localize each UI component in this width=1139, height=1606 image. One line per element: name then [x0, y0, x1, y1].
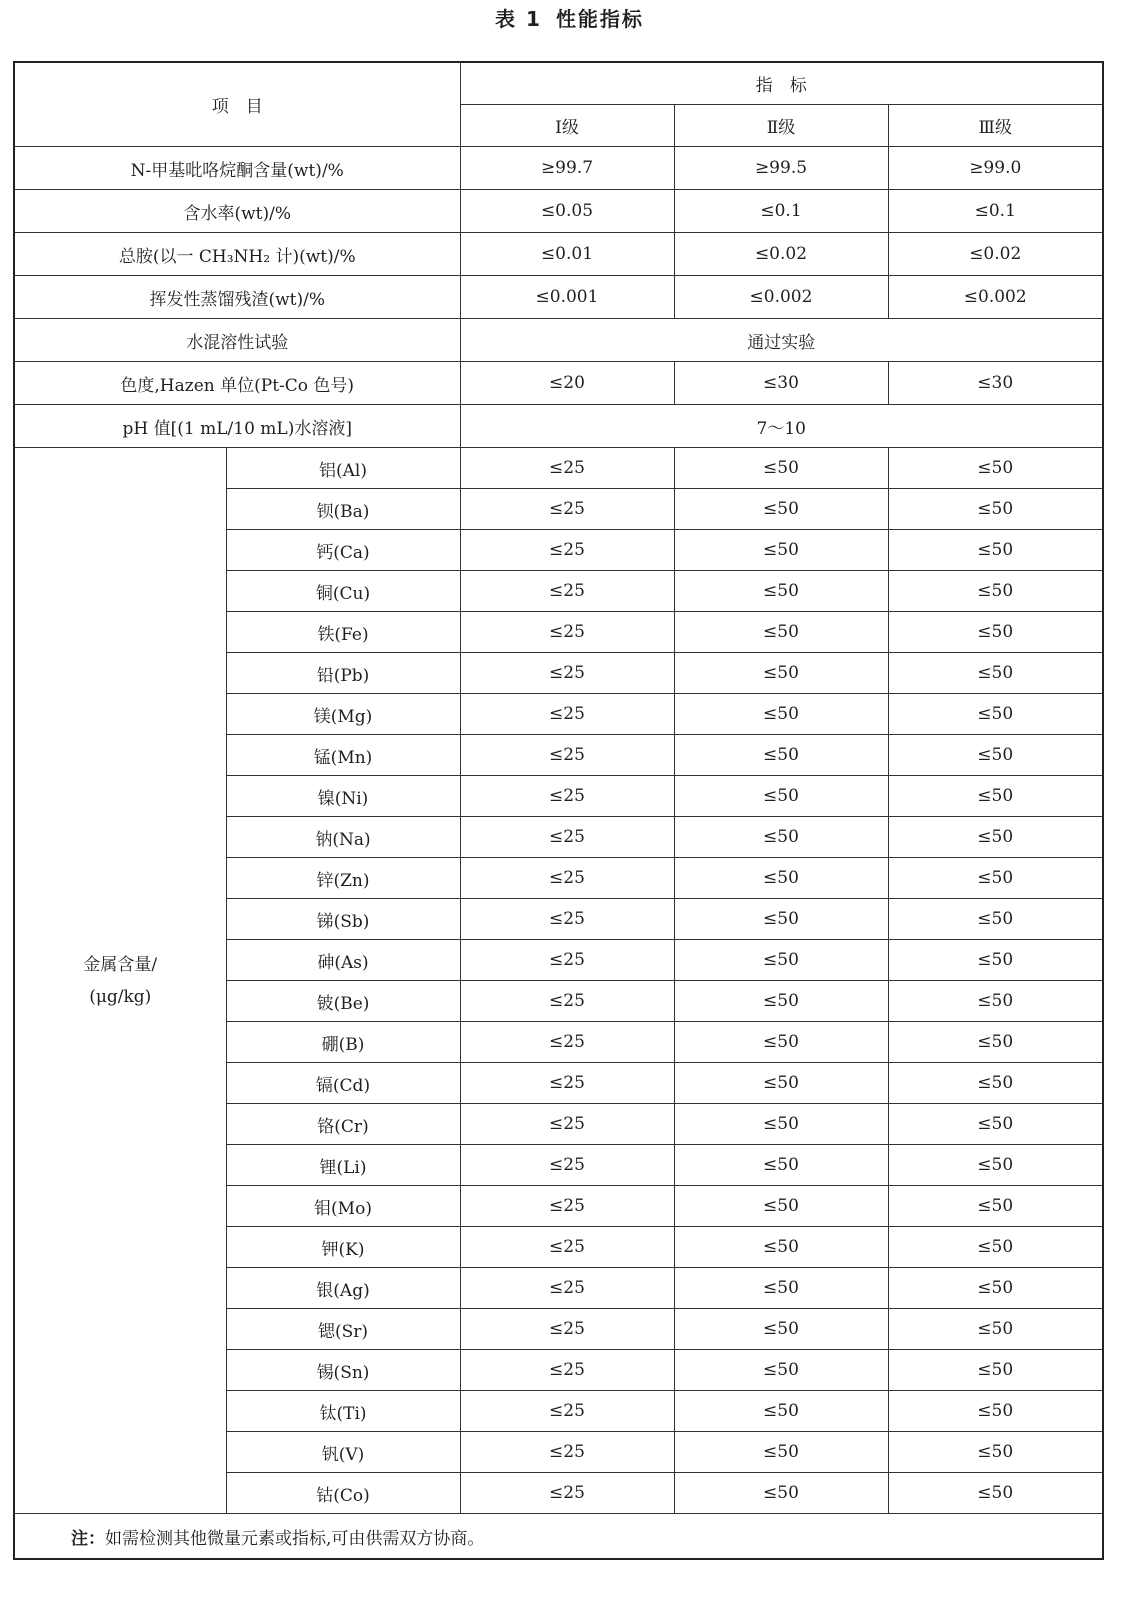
- row-item-name: 挥发性蒸馏残渣(wt)/%: [14, 276, 460, 319]
- table-row: [14, 276, 1103, 319]
- header-index-cell: [460, 62, 1103, 105]
- row-grade-2-value: ≥99.5: [674, 147, 888, 190]
- row-grade-3-value: ≤0.002: [888, 276, 1103, 319]
- metal-grade-1-value: ≤25: [460, 1473, 674, 1514]
- metal-grade-1-value: ≤25: [460, 1186, 674, 1227]
- metal-grade-3-value: ≤50: [888, 1432, 1103, 1473]
- metal-grade-1-value: ≤25: [460, 694, 674, 735]
- performance-spec-table: [13, 61, 1104, 1560]
- metal-grade-1-value: ≤25: [460, 1022, 674, 1063]
- header-item-cell: [14, 62, 460, 147]
- row-item-name: N-甲基吡咯烷酮含量(wt)/%: [14, 147, 460, 190]
- metal-grade-2-value: ≤50: [674, 735, 888, 776]
- note-cell: [14, 1514, 1103, 1560]
- metal-grade-2-value: ≤50: [674, 1309, 888, 1350]
- metal-grade-3-value: ≤50: [888, 1186, 1103, 1227]
- metal-name: 钠(Na): [226, 817, 460, 858]
- metal-grade-3-value: ≤50: [888, 489, 1103, 530]
- row-grade-2-value: ≤0.1: [674, 190, 888, 233]
- metal-grade-1-value: ≤25: [460, 1104, 674, 1145]
- metal-name: 锂(Li): [226, 1145, 460, 1186]
- metal-grade-3-value: ≤50: [888, 1227, 1103, 1268]
- metal-grade-1-value: ≤25: [460, 981, 674, 1022]
- metal-name: 钾(K): [226, 1227, 460, 1268]
- metal-grade-2-value: ≤50: [674, 1063, 888, 1104]
- metal-grade-2-value: ≤50: [674, 981, 888, 1022]
- metal-name: 钼(Mo): [226, 1186, 460, 1227]
- row-merged-value: 7～10: [460, 405, 1103, 448]
- metal-grade-1-value: ≤25: [460, 1350, 674, 1391]
- table-number: 表 1: [495, 7, 542, 31]
- metal-grade-1-value: ≤25: [460, 1309, 674, 1350]
- metal-grade-3-value: ≤50: [888, 1145, 1103, 1186]
- row-item-name: 含水率(wt)/%: [14, 190, 460, 233]
- metal-grade-1-value: ≤25: [460, 1227, 674, 1268]
- metal-name: 镁(Mg): [226, 694, 460, 735]
- note-text: 如需检测其他微量元素或指标,可由供需双方协商。: [105, 1528, 485, 1549]
- metal-grade-2-value: ≤50: [674, 1391, 888, 1432]
- metal-name: 镉(Cd): [226, 1063, 460, 1104]
- metal-grade-2-value: ≤50: [674, 489, 888, 530]
- metal-grade-3-value: ≤50: [888, 1391, 1103, 1432]
- metal-grade-3-value: ≤50: [888, 653, 1103, 694]
- metal-grade-2-value: ≤50: [674, 1432, 888, 1473]
- metal-grade-2-value: ≤50: [674, 653, 888, 694]
- metal-grade-1-value: ≤25: [460, 1268, 674, 1309]
- metal-grade-2-value: ≤50: [674, 776, 888, 817]
- table-caption: [0, 0, 1139, 40]
- row-item-name: 水混溶性试验: [14, 319, 460, 362]
- metal-name: 铁(Fe): [226, 612, 460, 653]
- metal-grade-1-value: ≤25: [460, 817, 674, 858]
- row-grade-1-value: ≤0.05: [460, 190, 674, 233]
- metal-grade-2-value: ≤50: [674, 1145, 888, 1186]
- metal-group-label-cell: [14, 448, 226, 1514]
- metal-name: 锰(Mn): [226, 735, 460, 776]
- table-row: [14, 405, 1103, 448]
- metal-name: 钙(Ca): [226, 530, 460, 571]
- metal-name: 钒(V): [226, 1432, 460, 1473]
- header-grade-3: Ⅲ级: [888, 105, 1103, 147]
- metal-grade-2-value: ≤50: [674, 1473, 888, 1514]
- metal-name: 钴(Co): [226, 1473, 460, 1514]
- row-grade-1-value: ≤0.001: [460, 276, 674, 319]
- note-label: 注：: [71, 1528, 105, 1549]
- metal-grade-1-value: ≤25: [460, 653, 674, 694]
- row-grade-3-value: ≤30: [888, 362, 1103, 405]
- metal-grade-2-value: ≤50: [674, 940, 888, 981]
- header-item-label: 项 目: [211, 97, 263, 117]
- metal-name: 铝(Al): [226, 448, 460, 489]
- metal-name: 砷(As): [226, 940, 460, 981]
- metal-grade-3-value: ≤50: [888, 694, 1103, 735]
- metal-grade-1-value: ≤25: [460, 940, 674, 981]
- metal-group-label: 金属含量/: [83, 954, 158, 975]
- metal-grade-3-value: ≤50: [888, 571, 1103, 612]
- metal-grade-1-value: ≤25: [460, 1391, 674, 1432]
- metal-grade-3-value: ≤50: [888, 817, 1103, 858]
- table-row: [14, 233, 1103, 276]
- metal-grade-1-value: ≤25: [460, 612, 674, 653]
- metal-grade-3-value: ≤50: [888, 1350, 1103, 1391]
- metal-grade-2-value: ≤50: [674, 1227, 888, 1268]
- metal-name: 锑(Sb): [226, 899, 460, 940]
- metal-grade-3-value: ≤50: [888, 899, 1103, 940]
- metal-grade-3-value: ≤50: [888, 1268, 1103, 1309]
- metal-name: 铜(Cu): [226, 571, 460, 612]
- metal-grade-1-value: ≤25: [460, 858, 674, 899]
- table-row: [14, 147, 1103, 190]
- metal-grade-3-value: ≤50: [888, 858, 1103, 899]
- row-grade-1-value: ≤20: [460, 362, 674, 405]
- row-grade-3-value: ≤0.1: [888, 190, 1103, 233]
- metal-grade-2-value: ≤50: [674, 1022, 888, 1063]
- metal-grade-1-value: ≤25: [460, 735, 674, 776]
- metal-grade-2-value: ≤50: [674, 571, 888, 612]
- metal-grade-3-value: ≤50: [888, 776, 1103, 817]
- header-grade-2: Ⅱ级: [674, 105, 888, 147]
- metal-name: 钡(Ba): [226, 489, 460, 530]
- row-grade-2-value: ≤0.002: [674, 276, 888, 319]
- metal-grade-3-value: ≤50: [888, 1309, 1103, 1350]
- metal-name: 铍(Be): [226, 981, 460, 1022]
- metal-grade-3-value: ≤50: [888, 981, 1103, 1022]
- metal-grade-1-value: ≤25: [460, 1063, 674, 1104]
- metal-grade-1-value: ≤25: [460, 448, 674, 489]
- metal-grade-3-value: ≤50: [888, 1063, 1103, 1104]
- row-grade-2-value: ≤30: [674, 362, 888, 405]
- metal-name: 铬(Cr): [226, 1104, 460, 1145]
- metal-grade-2-value: ≤50: [674, 817, 888, 858]
- metal-row: [14, 448, 1103, 489]
- metal-grade-2-value: ≤50: [674, 448, 888, 489]
- metal-grade-1-value: ≤25: [460, 1432, 674, 1473]
- metal-grade-2-value: ≤50: [674, 1268, 888, 1309]
- metal-name: 锡(Sn): [226, 1350, 460, 1391]
- metal-grade-2-value: ≤50: [674, 1186, 888, 1227]
- metal-grade-3-value: ≤50: [888, 530, 1103, 571]
- metal-grade-2-value: ≤50: [674, 1350, 888, 1391]
- metal-grade-3-value: ≤50: [888, 1104, 1103, 1145]
- row-grade-2-value: ≤0.02: [674, 233, 888, 276]
- metal-grade-2-value: ≤50: [674, 899, 888, 940]
- row-grade-1-value: ≤0.01: [460, 233, 674, 276]
- metal-grade-1-value: ≤25: [460, 899, 674, 940]
- metal-name: 镍(Ni): [226, 776, 460, 817]
- row-merged-value: 通过实验: [460, 319, 1103, 362]
- table-row: [14, 190, 1103, 233]
- metal-name: 锶(Sr): [226, 1309, 460, 1350]
- metal-grade-3-value: ≤50: [888, 940, 1103, 981]
- metal-name: 银(Ag): [226, 1268, 460, 1309]
- metal-grade-3-value: ≤50: [888, 612, 1103, 653]
- table-title: 性能指标: [555, 7, 644, 31]
- row-item-name: 总胺(以一 CH₃NH₂ 计)(wt)/%: [14, 233, 460, 276]
- metal-grade-2-value: ≤50: [674, 694, 888, 735]
- note-row: [14, 1514, 1103, 1560]
- metal-grade-1-value: ≤25: [460, 489, 674, 530]
- header-row-top: [14, 62, 1103, 105]
- row-item-name: pH 值[(1 mL/10 mL)水溶液]: [14, 405, 460, 448]
- metal-name: 硼(B): [226, 1022, 460, 1063]
- metal-name: 锌(Zn): [226, 858, 460, 899]
- metal-grade-1-value: ≤25: [460, 530, 674, 571]
- metal-grade-3-value: ≤50: [888, 1022, 1103, 1063]
- metal-grade-3-value: ≤50: [888, 735, 1103, 776]
- metal-grade-1-value: ≤25: [460, 1145, 674, 1186]
- metal-grade-2-value: ≤50: [674, 1104, 888, 1145]
- metal-grade-3-value: ≤50: [888, 448, 1103, 489]
- metal-group-unit: (μg/kg): [89, 986, 152, 1007]
- metal-grade-2-value: ≤50: [674, 530, 888, 571]
- table-row: [14, 319, 1103, 362]
- metal-name: 铅(Pb): [226, 653, 460, 694]
- header-grade-1: Ⅰ级: [460, 105, 674, 147]
- metal-grade-2-value: ≤50: [674, 612, 888, 653]
- metal-grade-1-value: ≤25: [460, 776, 674, 817]
- row-grade-3-value: ≥99.0: [888, 147, 1103, 190]
- row-item-name: 色度,Hazen 单位(Pt-Co 色号): [14, 362, 460, 405]
- row-grade-1-value: ≥99.7: [460, 147, 674, 190]
- table-row: [14, 362, 1103, 405]
- metal-name: 钛(Ti): [226, 1391, 460, 1432]
- metal-grade-3-value: ≤50: [888, 1473, 1103, 1514]
- metal-grade-2-value: ≤50: [674, 858, 888, 899]
- header-index-label: 指 标: [755, 76, 807, 96]
- metal-grade-1-value: ≤25: [460, 571, 674, 612]
- row-grade-3-value: ≤0.02: [888, 233, 1103, 276]
